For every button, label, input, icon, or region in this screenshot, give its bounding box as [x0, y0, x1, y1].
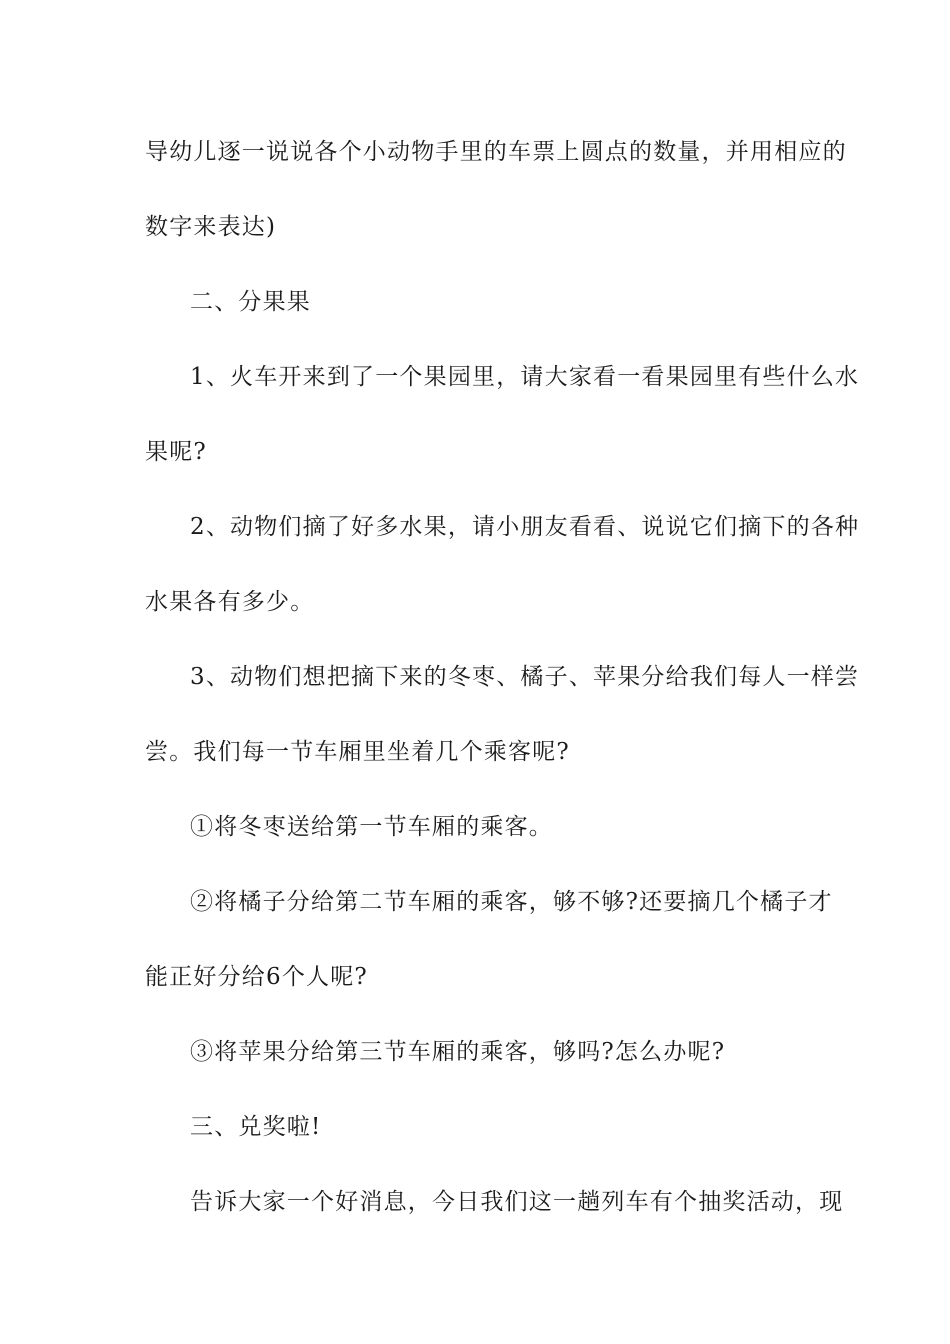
text-line: ③将苹果分给第三节车厢的乘客，够吗?怎么办呢?	[190, 1039, 726, 1065]
text-line: ②将橘子分给第二节车厢的乘客，够不够?还要摘几个橘子才	[190, 889, 833, 915]
text-line: 导幼儿逐一说说各个小动物手里的车票上圆点的数量，并用相应的	[145, 139, 847, 165]
text-line: 数字来表达)	[145, 214, 277, 240]
text-line: 果呢?	[145, 439, 207, 465]
text-line: 水果各有多少。	[145, 589, 315, 615]
text-line: 能正好分给6个人呢?	[145, 964, 368, 990]
text-line: 告诉大家一个好消息，今日我们这一趟列车有个抽奖活动，现	[190, 1189, 844, 1215]
section-heading: 二、分果果	[190, 289, 311, 315]
text-line: 3、动物们想把摘下来的冬枣、橘子、苹果分给我们每人一样尝	[190, 664, 860, 690]
text-line: ①将冬枣送给第一节车厢的乘客。	[190, 814, 553, 840]
text-line: 1、火车开来到了一个果园里，请大家看一看果园里有些什么水	[190, 364, 860, 390]
text-line: 2、动物们摘了好多水果，请小朋友看看、说说它们摘下的各种	[190, 514, 860, 540]
section-heading: 三、兑奖啦!	[190, 1114, 322, 1140]
text-line: 尝。我们每一节车厢里坐着几个乘客呢?	[145, 739, 570, 765]
